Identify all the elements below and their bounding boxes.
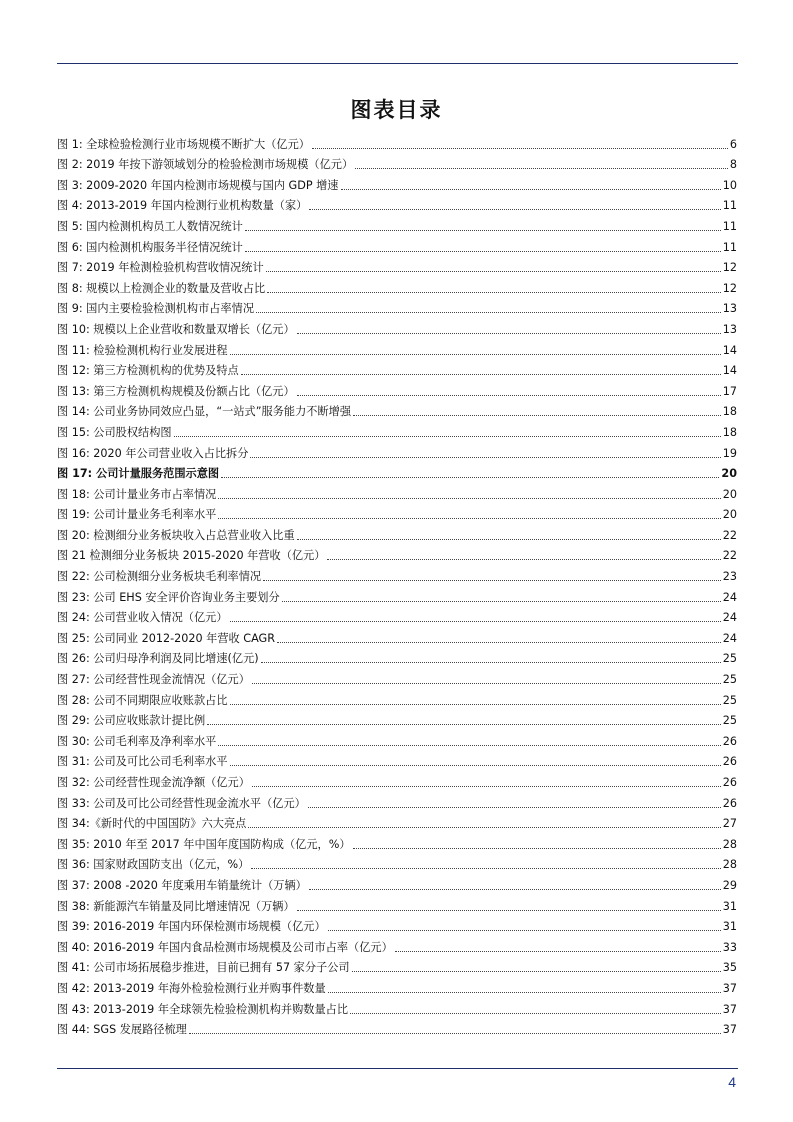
- toc-leader-dots: [263, 580, 721, 581]
- toc-leader-dots: [230, 354, 721, 355]
- toc-leader-dots: [241, 374, 721, 375]
- toc-entry[interactable]: [57, 605, 737, 626]
- toc-leader-dots: [297, 395, 721, 396]
- toc-entry-title: 图 41: 公司市场拓展稳步推进，目前已拥有 57 家分子公司: [57, 961, 350, 975]
- toc-leader-dots: [267, 292, 721, 293]
- toc-entry-title: 图 10: 规模以上企业营收和数量双增长（亿元）: [57, 322, 295, 336]
- toc-entry-title: 图 4: 2013-2019 年国内检测行业机构数量（家）: [57, 199, 308, 213]
- toc-leader-dots: [353, 415, 721, 416]
- toc-entry-title: 图 36: 国家财政国防支出（亿元，%）: [57, 858, 250, 872]
- toc-entry-page: 6: [729, 137, 737, 151]
- toc-entry-title: 图 21 检测细分业务板块 2015-2020 年营收（亿元）: [57, 549, 326, 563]
- toc-leader-dots: [218, 498, 720, 499]
- toc-entry-page: 25: [722, 714, 737, 728]
- toc-entry-title: 图 40: 2016-2019 年国内食品检测市场规模及公司市占率（亿元）: [57, 940, 393, 954]
- toc-entry-page: 25: [722, 693, 737, 707]
- toc-leader-dots: [309, 209, 720, 210]
- toc-leader-dots: [218, 745, 720, 746]
- toc-entry-page: 20: [721, 467, 737, 481]
- toc-entry[interactable]: [57, 872, 737, 893]
- toc-leader-dots: [309, 889, 721, 890]
- toc-entry-title: 图 15: 公司股权结构图: [57, 425, 172, 439]
- toc-entry-page: 20: [722, 508, 737, 522]
- toc-entry-page: 26: [722, 755, 737, 769]
- toc-entry[interactable]: [57, 625, 737, 646]
- toc-entry[interactable]: [57, 522, 737, 543]
- toc-entry-title: 图 16: 2020 年公司营业收入占比拆分: [57, 446, 249, 460]
- toc-entry[interactable]: [57, 461, 737, 482]
- toc-entry-page: 18: [722, 405, 737, 419]
- toc-leader-dots: [250, 457, 720, 458]
- toc-leader-dots: [261, 662, 721, 663]
- toc-entry-title: 图 37: 2008 -2020 年度乘用车销量统计（万辆）: [57, 878, 307, 892]
- toc-entry-title: 图 42: 2013-2019 年海外检验检测行业并购事件数量: [57, 981, 326, 995]
- toc-entry-page: 26: [722, 796, 737, 810]
- toc-entry-title: 图 26: 公司归母净利润及同比增速(亿元): [57, 652, 259, 666]
- toc-entry-page: 31: [722, 899, 737, 913]
- toc-entry-title: 图 27: 公司经营性现金流情况（亿元）: [57, 673, 250, 687]
- toc-leader-dots: [341, 189, 721, 190]
- toc-leader-dots: [251, 868, 720, 869]
- toc-entry-page: 22: [722, 528, 737, 542]
- toc-entry-page: 26: [722, 776, 737, 789]
- toc-leader-dots: [297, 910, 721, 911]
- toc-leader-dots: [248, 827, 720, 828]
- toc-entry-page: 37: [722, 981, 737, 995]
- toc-entry-title: 图 5: 国内检测机构员工人数情况统计: [57, 219, 243, 233]
- toc-entry-title: 图 3: 2009-2020 年国内检测市场规模与国内 GDP 增速: [57, 178, 339, 192]
- toc-leader-dots: [230, 704, 721, 705]
- toc-entry-page: 27: [722, 817, 737, 831]
- toc-entry-title: 图 7: 2019 年检测检验机构营收情况统计: [57, 261, 264, 275]
- toc-entry-page: 12: [722, 281, 737, 295]
- toc-entry[interactable]: [57, 213, 737, 234]
- toc-entry[interactable]: [57, 131, 737, 152]
- toc-entry-title: 图 18: 公司计量业务市占率情况: [57, 487, 217, 501]
- toc-entry[interactable]: [57, 399, 737, 420]
- toc-entry-page: 10: [722, 178, 737, 192]
- toc-entry-title: 图 22: 公司检测细分业务板块毛利率情况: [57, 570, 262, 584]
- toc-entry-page: 23: [722, 570, 737, 584]
- toc-entry[interactable]: [57, 769, 737, 790]
- toc-leader-dots: [256, 312, 721, 313]
- toc-entry[interactable]: [57, 172, 737, 193]
- toc-entry[interactable]: [57, 502, 737, 523]
- toc-entry[interactable]: [57, 811, 737, 832]
- toc-entry[interactable]: [57, 152, 737, 173]
- toc-entry-page: 11: [722, 219, 737, 233]
- toc-entry-title: 图 9: 国内主要检验检测机构市占率情况: [57, 302, 255, 316]
- toc-entry-title: 图 25: 公司同业 2012-2020 年营收 CAGR: [57, 631, 275, 645]
- toc-leader-dots: [207, 724, 721, 725]
- toc-entry[interactable]: [57, 893, 737, 914]
- toc-entry[interactable]: [57, 255, 737, 276]
- toc-entry[interactable]: [57, 749, 737, 770]
- toc-entry-page: 22: [722, 549, 737, 563]
- toc-leader-dots: [277, 642, 721, 643]
- footer-rule: [57, 1068, 738, 1069]
- toc-entry[interactable]: [57, 1017, 737, 1038]
- toc-entry[interactable]: [57, 914, 737, 935]
- toc-leader-dots: [355, 168, 728, 169]
- toc-entry-page: 24: [722, 590, 737, 604]
- toc-entry-title: 图 32: 公司经营性现金流净额（亿元）: [57, 776, 250, 789]
- toc-entry-page: 25: [722, 673, 737, 687]
- toc-entry-title: 图 13: 第三方检测机构规模及份额占比（亿元）: [57, 384, 295, 398]
- toc-entry-page: 12: [722, 261, 737, 275]
- toc-leader-dots: [297, 333, 721, 334]
- toc-entry-page: 25: [722, 652, 737, 666]
- toc-entry[interactable]: [57, 481, 737, 502]
- toc-entry-page: 8: [729, 158, 737, 172]
- toc-entry-page: 35: [722, 961, 737, 975]
- toc-entry-title: 图 39: 2016-2019 年国内环保检测市场规模（亿元）: [57, 920, 326, 934]
- toc-entry-page: 13: [722, 322, 737, 336]
- toc-entry-title: 图 28: 公司不同期限应收账款占比: [57, 693, 228, 707]
- toc-leader-dots: [282, 601, 721, 602]
- toc-entry[interactable]: [57, 543, 737, 564]
- toc-entry[interactable]: [57, 708, 737, 729]
- toc-entry-title: 图 2: 2019 年按下游领域划分的检验检测市场规模（亿元）: [57, 158, 354, 172]
- toc-entry[interactable]: [57, 419, 737, 440]
- toc-entry-page: 11: [722, 240, 737, 254]
- toc-entry-title: 图 19: 公司计量业务毛利率水平: [57, 508, 217, 522]
- header-rule: [57, 63, 738, 64]
- toc-entry-title: 图 20: 检测细分业务板块收入占总营业收入比重: [57, 528, 295, 542]
- toc-entry[interactable]: [57, 646, 737, 667]
- toc-leader-dots: [353, 848, 721, 849]
- toc-entry[interactable]: [57, 193, 737, 214]
- toc-leader-dots: [245, 230, 721, 231]
- toc-entry-title: 图 30: 公司毛利率及净利率水平: [57, 734, 217, 748]
- table-of-figures: [57, 131, 737, 1037]
- toc-entry-page: 18: [722, 425, 737, 439]
- toc-leader-dots: [297, 539, 721, 540]
- toc-leader-dots: [308, 807, 721, 808]
- toc-entry-page: 28: [722, 858, 737, 872]
- toc-entry-page: 24: [722, 611, 737, 625]
- toc-entry-title: 图 24: 公司营业收入情况（亿元）: [57, 611, 228, 625]
- toc-entry[interactable]: [57, 358, 737, 379]
- toc-entry-title: 图 34:《新时代的中国国防》六大亮点: [57, 817, 247, 831]
- toc-entry[interactable]: [57, 852, 737, 873]
- toc-entry-title: 图 43: 2013-2019 年全球领先检验检测机构并购数量占比: [57, 1002, 349, 1016]
- page-title: 图表目录: [350, 98, 443, 122]
- toc-entry-page: 19: [722, 446, 737, 460]
- toc-entry-title: 图 33: 公司及可比公司经营性现金流水平（亿元）: [57, 796, 306, 810]
- toc-leader-dots: [252, 683, 721, 684]
- toc-leader-dots: [395, 951, 721, 952]
- toc-entry-title: 图 8: 规模以上检测企业的数量及营收占比: [57, 281, 266, 295]
- toc-leader-dots: [350, 1013, 721, 1014]
- page-number: 4: [728, 1074, 736, 1090]
- toc-leader-dots: [252, 786, 721, 787]
- toc-entry-page: 14: [722, 343, 737, 357]
- toc-entry-title: 图 29: 公司应收账款计提比例: [57, 714, 206, 728]
- toc-entry[interactable]: [57, 296, 737, 317]
- toc-entry[interactable]: [57, 275, 737, 296]
- toc-entry[interactable]: [57, 831, 737, 852]
- toc-entry-page: 13: [722, 302, 737, 316]
- toc-entry[interactable]: [57, 666, 737, 687]
- toc-entry[interactable]: [57, 584, 737, 605]
- toc-entry-title: 图 23: 公司 EHS 安全评价咨询业务主要划分: [57, 590, 280, 604]
- toc-entry-page: 31: [722, 920, 737, 934]
- toc-entry-page: 37: [722, 1023, 737, 1037]
- toc-entry[interactable]: [57, 934, 737, 955]
- toc-entry-title: 图 6: 国内检测机构服务半径情况统计: [57, 240, 243, 254]
- toc-entry-title: 图 12: 第三方检测机构的优势及特点: [57, 364, 239, 378]
- toc-leader-dots: [221, 477, 719, 478]
- toc-leader-dots: [266, 271, 721, 272]
- toc-leader-dots: [218, 518, 720, 519]
- toc-entry-page: 11: [722, 199, 737, 213]
- toc-entry-page: 29: [722, 878, 737, 892]
- toc-leader-dots: [245, 251, 721, 252]
- toc-entry-page: 26: [722, 734, 737, 748]
- toc-entry[interactable]: [57, 234, 737, 255]
- toc-leader-dots: [328, 930, 721, 931]
- toc-entry-page: 33: [722, 940, 737, 954]
- toc-entry-title: 图 44: SGS 发展路径梳理: [57, 1023, 187, 1037]
- toc-leader-dots: [174, 436, 721, 437]
- toc-entry-page: 37: [722, 1002, 737, 1016]
- toc-entry-title: 图 31: 公司及可比公司毛利率水平: [57, 755, 228, 769]
- toc-entry-page: 28: [722, 837, 737, 851]
- toc-leader-dots: [230, 621, 721, 622]
- toc-entry[interactable]: [57, 563, 737, 584]
- toc-entry-page: 17: [722, 384, 737, 398]
- toc-leader-dots: [328, 992, 721, 993]
- toc-entry-title: 图 14: 公司业务协同效应凸显，“一站式”服务能力不断增强: [57, 405, 352, 419]
- toc-entry[interactable]: [57, 440, 737, 461]
- toc-entry-title: 图 38: 新能源汽车销量及同比增速情况（万辆）: [57, 899, 295, 913]
- toc-entry-page: 24: [722, 631, 737, 645]
- toc-entry[interactable]: [57, 790, 737, 811]
- toc-leader-dots: [312, 148, 728, 149]
- toc-entry[interactable]: [57, 996, 737, 1017]
- toc-entry[interactable]: [57, 316, 737, 337]
- toc-entry-page: 20: [722, 487, 737, 501]
- toc-entry[interactable]: [57, 955, 737, 976]
- toc-entry[interactable]: [57, 975, 737, 996]
- toc-entry-title: 图 35: 2010 年至 2017 年中国年度国防构成（亿元，%）: [57, 837, 351, 851]
- toc-entry[interactable]: [57, 728, 737, 749]
- toc-entry[interactable]: [57, 337, 737, 358]
- toc-leader-dots: [327, 559, 720, 560]
- toc-entry-title: 图 1: 全球检验检测行业市场规模不断扩大（亿元）: [57, 137, 310, 151]
- toc-leader-dots: [352, 971, 721, 972]
- toc-entry-title: 图 17: 公司计量服务范围示意图: [57, 467, 220, 481]
- toc-leader-dots: [230, 765, 721, 766]
- toc-entry-title: 图 11: 检验检测机构行业发展进程: [57, 343, 228, 357]
- toc-entry-page: 14: [722, 364, 737, 378]
- toc-entry[interactable]: [57, 687, 737, 708]
- toc-entry[interactable]: [57, 378, 737, 399]
- toc-leader-dots: [189, 1033, 721, 1034]
